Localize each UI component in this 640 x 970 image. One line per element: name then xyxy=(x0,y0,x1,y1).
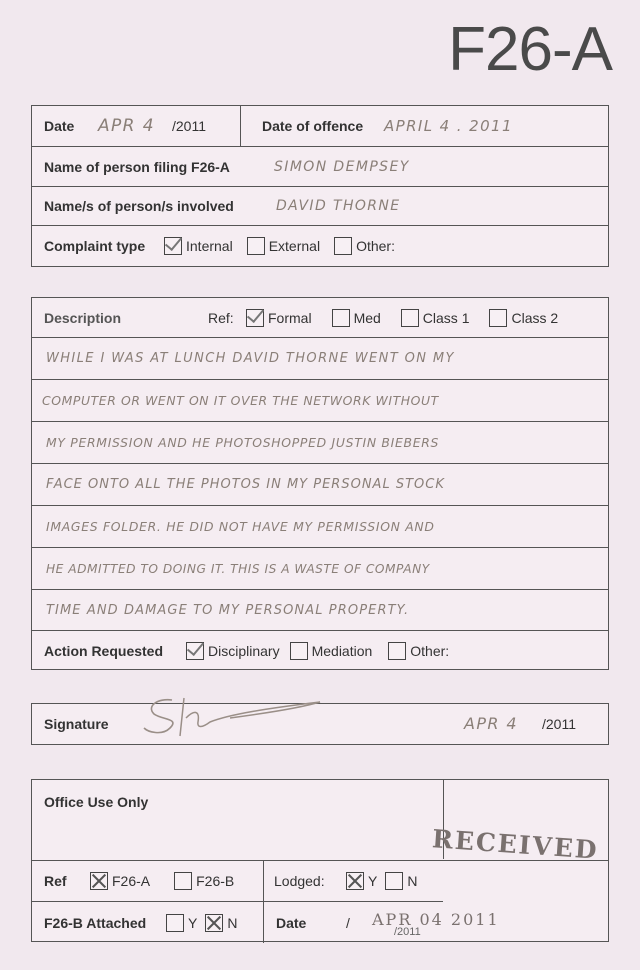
office-ref-row xyxy=(32,861,443,902)
header-section xyxy=(31,105,609,267)
action-row xyxy=(32,631,608,671)
f26a-label: F26-A xyxy=(112,873,151,889)
received-stamp: RECEIVED xyxy=(431,824,600,865)
office-ref-label: Ref xyxy=(44,873,67,889)
ref-f26a-option[interactable] xyxy=(90,872,150,890)
formal-label: Formal xyxy=(268,309,312,326)
ref-f26b-option[interactable] xyxy=(174,872,234,890)
f26b-checkbox[interactable] xyxy=(174,872,192,890)
date-divider xyxy=(240,106,241,146)
signature-scribble[interactable] xyxy=(140,688,350,748)
lodged-y-option[interactable] xyxy=(346,872,377,890)
offence-value[interactable]: APRIL 4 . 2011 xyxy=(384,117,513,135)
signature-date-handwritten[interactable]: APR 4 xyxy=(464,714,518,733)
action-disciplinary-option[interactable] xyxy=(186,642,280,660)
description-line-text[interactable]: HE ADMITTED TO DOING IT. THIS IS A WASTE OF COMPANY xyxy=(46,561,430,576)
description-line xyxy=(32,380,608,422)
description-line-text[interactable]: MY PERMISSION AND HE PHOTOSHOPPED JUSTIN BIEBERS xyxy=(46,435,440,450)
lodged-n-checkbox[interactable] xyxy=(385,872,403,890)
disciplinary-checkbox[interactable] xyxy=(186,642,204,660)
lodged-y-label: Y xyxy=(368,873,378,889)
description-line xyxy=(32,464,608,506)
ref-label: Ref: xyxy=(208,309,234,326)
mediation-checkbox[interactable] xyxy=(290,642,308,660)
description-line-text[interactable]: FACE ONTO ALL THE PHOTOS IN MY PERSONAL STOCK xyxy=(46,477,445,492)
external-label: External xyxy=(268,237,321,254)
lodged-n-label: N xyxy=(407,873,418,889)
internal-label: Internal xyxy=(186,237,233,254)
other-checkbox[interactable] xyxy=(334,237,352,255)
complaint-label: Complaint type xyxy=(44,237,146,254)
office-title-row xyxy=(32,780,608,865)
action-other-option[interactable] xyxy=(388,642,449,660)
ref-divider xyxy=(263,861,264,901)
description-section xyxy=(31,297,609,670)
description-line xyxy=(32,548,608,590)
description-header-row xyxy=(32,298,608,338)
ref-class1-option[interactable] xyxy=(401,309,470,327)
form-id-title: F26-A xyxy=(448,15,612,84)
description-label: Description xyxy=(44,309,122,326)
complaint-row xyxy=(32,226,608,265)
attached-divider xyxy=(263,902,264,943)
class1-label: Class 1 xyxy=(422,309,470,326)
stamp-date: APR 04 2011 xyxy=(372,910,500,929)
description-line xyxy=(32,422,608,464)
date-row xyxy=(32,106,608,147)
internal-checkbox[interactable] xyxy=(164,237,182,255)
attached-n-checkbox[interactable] xyxy=(205,914,223,932)
disciplinary-label: Disciplinary xyxy=(208,643,280,659)
filer-value[interactable]: SIMON DEMPSEY xyxy=(274,158,410,175)
attached-n-option[interactable] xyxy=(205,914,237,932)
lodged-y-checkbox[interactable] xyxy=(346,872,364,890)
signature-section xyxy=(31,703,609,745)
filer-row xyxy=(32,147,608,187)
complaint-other-option[interactable] xyxy=(334,237,395,255)
date-year: /2011 xyxy=(172,118,206,134)
description-line xyxy=(32,590,608,631)
description-line-text[interactable]: COMPUTER OR WENT ON IT OVER THE NETWORK WITHOUT xyxy=(42,393,439,408)
description-line-text[interactable]: WHILE I WAS AT LUNCH DAVID THORNE WENT ON MY xyxy=(46,351,455,366)
date-handwritten[interactable]: APR 4 xyxy=(98,116,155,136)
mediation-label: Mediation xyxy=(311,643,373,659)
action-other-checkbox[interactable] xyxy=(388,642,406,660)
ref-formal-option[interactable] xyxy=(246,309,312,327)
attached-label: F26-B Attached xyxy=(44,914,147,931)
description-line xyxy=(32,506,608,548)
action-label: Action Requested xyxy=(44,643,164,659)
involved-value[interactable]: DAVID THORNE xyxy=(276,198,401,214)
involved-row xyxy=(32,187,608,226)
f26b-label: F26-B xyxy=(196,873,235,889)
complaint-internal-option[interactable] xyxy=(164,237,233,255)
stamp-date-year: /2011 xyxy=(394,926,421,938)
ref-med-option[interactable] xyxy=(332,309,381,327)
med-label: Med xyxy=(353,309,381,326)
office-attached-row xyxy=(32,902,608,943)
filer-label: Name of person filing F26-A xyxy=(44,158,230,175)
office-date-slash: / xyxy=(346,914,350,931)
lodged-n-option[interactable] xyxy=(385,872,417,890)
description-line-text[interactable]: TIME AND DAMAGE TO MY PERSONAL PROPERTY. xyxy=(46,602,410,618)
description-line-text[interactable]: IMAGES FOLDER. HE DID NOT HAVE MY PERMISSION AND xyxy=(46,519,435,534)
attached-y-option[interactable] xyxy=(166,914,197,932)
attached-y-label: Y xyxy=(188,914,198,931)
formal-checkbox[interactable] xyxy=(246,309,264,327)
class2-checkbox[interactable] xyxy=(489,309,507,327)
signature-label: Signature xyxy=(44,715,109,732)
involved-label: Name/s of person/s involved xyxy=(44,198,234,214)
signature-row xyxy=(32,704,608,743)
description-line xyxy=(32,338,608,380)
med-checkbox[interactable] xyxy=(332,309,350,327)
action-other-label: Other: xyxy=(410,643,450,659)
ref-class2-option[interactable] xyxy=(489,309,558,327)
date-label: Date xyxy=(44,118,75,134)
office-use-section xyxy=(31,779,609,942)
office-date-label: Date xyxy=(276,914,307,931)
attached-n-label: N xyxy=(227,914,238,931)
external-checkbox[interactable] xyxy=(247,237,265,255)
lodged-label: Lodged: xyxy=(274,873,325,889)
office-use-title: Office Use Only xyxy=(44,794,149,810)
attached-y-checkbox[interactable] xyxy=(166,914,184,932)
class1-checkbox[interactable] xyxy=(401,309,419,327)
offence-label: Date of offence xyxy=(262,118,364,134)
other-label: Other: xyxy=(356,237,395,254)
action-mediation-option[interactable] xyxy=(290,642,373,660)
signature-date-year: /2011 xyxy=(542,715,576,732)
complaint-external-option[interactable] xyxy=(247,237,320,255)
f26a-checkbox[interactable] xyxy=(90,872,108,890)
class2-label: Class 2 xyxy=(511,309,559,326)
